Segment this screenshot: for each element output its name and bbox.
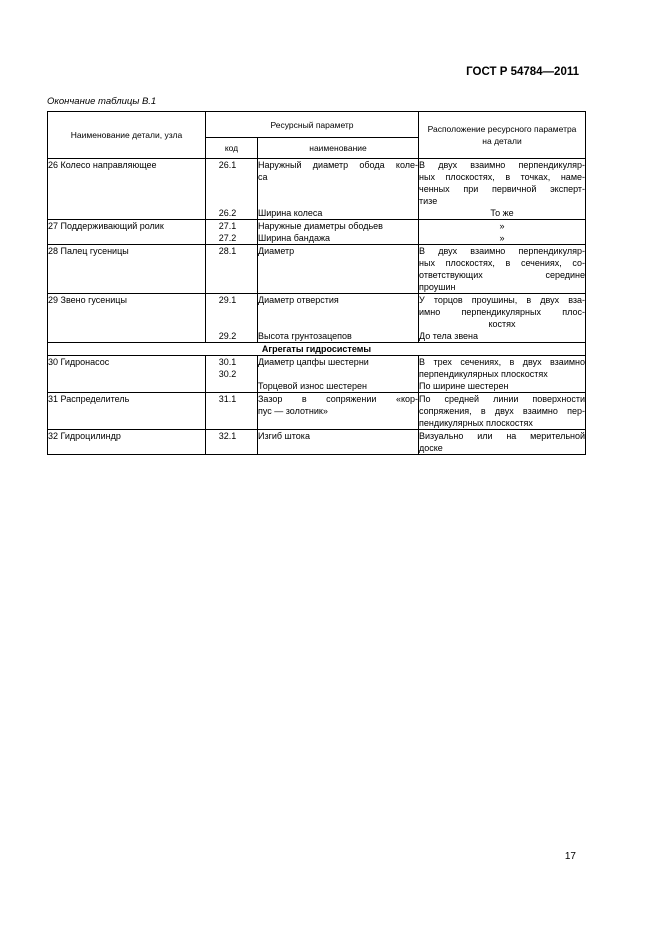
part-name: 26 Колесо направляющее [48, 159, 206, 220]
parameter-name: Наружные диаметры ободьев [258, 221, 383, 231]
location-text: » [499, 221, 505, 231]
code-value: 26.1 [218, 160, 237, 170]
code-value: 31.1 [218, 394, 237, 404]
parameter-name: Ширина колеса [258, 208, 323, 218]
location-text: пендикулярных плоскостях [419, 418, 533, 428]
location-text: костях [488, 319, 516, 329]
location-text: имно перпендикулярных плос- [419, 307, 586, 317]
location-text: Визуально или на мерительной [419, 431, 586, 441]
code-cell [206, 220, 258, 245]
part-name: 27 Поддерживающий ролик [48, 220, 206, 245]
parameter-name: са [258, 172, 268, 182]
code-value: 28.1 [218, 246, 237, 256]
table-row [48, 430, 586, 455]
document-code: ГОСТ Р 54784—2011 [466, 66, 579, 78]
location-text: В двух взаимно перпендикуляр- [419, 246, 586, 256]
parameter-name-cell [258, 356, 419, 393]
code-value: 30.1 [218, 357, 237, 367]
header-parameter-name: наименование [258, 138, 419, 159]
parameter-name: Изгиб штока [258, 431, 310, 441]
parameter-name-cell [258, 430, 419, 455]
part-name: 28 Палец гусеницы [48, 245, 206, 294]
location-text: До тела звена [419, 331, 478, 341]
code-cell [206, 430, 258, 455]
parameter-name: Высота грунтозацепов [258, 331, 352, 341]
parameter-name: Зазор в сопряжении «кор- [258, 394, 419, 404]
location-text: ных плоскостях, в сечениях, со- [419, 258, 586, 268]
code-cell [206, 393, 258, 430]
location-text: По ширине шестерен [419, 381, 509, 391]
code-value: 30.2 [218, 369, 237, 379]
part-name: 32 Гидроцилиндр [48, 430, 206, 455]
section-title: Агрегаты гидросистемы [48, 343, 586, 356]
location-cell [419, 430, 586, 455]
location-cell [419, 245, 586, 294]
code-value: 29.1 [218, 295, 237, 305]
part-name: 29 Звено гусеницы [48, 294, 206, 343]
table-row [48, 159, 586, 220]
location-text: сопряжения, в двух взаимно пер- [419, 406, 586, 416]
location-text: перпендикулярных плоскостях [419, 369, 548, 379]
location-text: В двух взаимно перпендикуляр- [419, 160, 586, 170]
code-value: 27.1 [218, 221, 237, 231]
code-value: 29.2 [218, 331, 237, 341]
parameter-name-cell [258, 393, 419, 430]
location-word: середине [545, 270, 586, 280]
parameter-name-cell [258, 159, 419, 220]
location-cell [419, 159, 586, 220]
table-row [48, 294, 586, 343]
code-cell [206, 245, 258, 294]
location-text [419, 269, 585, 281]
table-caption: Окончание таблицы В.1 [47, 96, 157, 107]
parameter-name-cell [258, 294, 419, 343]
page-number: 17 [564, 851, 576, 862]
code-value: 26.2 [218, 208, 237, 218]
parameter-name-cell [258, 220, 419, 245]
header-location-line-2: на детали [482, 135, 522, 146]
parameter-name: Диаметр отверстия [258, 295, 339, 305]
location-text: ных плоскостях, в точках, наме- [419, 172, 586, 182]
parameter-name: Ширина бандажа [258, 233, 330, 243]
table-header-row-1 [48, 112, 586, 138]
parameter-name-cell [258, 245, 419, 294]
part-name: 30 Гидронасос [48, 356, 206, 393]
table-row [48, 356, 586, 393]
code-value: 32.1 [218, 431, 237, 441]
part-name: 31 Распределитель [48, 393, 206, 430]
location-cell [419, 294, 586, 343]
resource-parameters-table [47, 111, 586, 455]
location-text: По средней линии поверхности [419, 394, 586, 404]
header-parameter-location [419, 112, 586, 159]
parameter-name: Диаметр цапфы шестерни [258, 357, 369, 367]
code-value: 27.2 [218, 233, 237, 243]
location-text: В трех сечениях, в двух взаимно [419, 357, 586, 367]
code-cell [206, 159, 258, 220]
location-text: проушин [419, 282, 456, 292]
location-text: тизе [419, 196, 438, 206]
table-row [48, 393, 586, 430]
code-cell [206, 356, 258, 393]
location-text: доске [419, 443, 443, 453]
parameter-name: Наружный диаметр обода коле- [258, 160, 419, 170]
section-row [48, 343, 586, 356]
location-cell [419, 356, 586, 393]
location-text: ченных при первичной эксперт- [419, 184, 586, 194]
header-location-line-1: Расположение ресурсного параметра [427, 123, 577, 134]
location-text: У торцов проушины, в двух вза- [419, 295, 586, 305]
location-cell [419, 220, 586, 245]
location-text: То же [490, 208, 514, 218]
header-code: код [206, 138, 258, 159]
location-cell [419, 393, 586, 430]
table-row [48, 220, 586, 245]
location-word: ответствующих [419, 270, 483, 280]
location-text: » [499, 233, 505, 243]
parameter-name: пус — золотник» [258, 406, 328, 416]
header-part-name: Наименование детали, узла [48, 112, 206, 159]
parameter-name: Диаметр [258, 246, 295, 256]
code-cell [206, 294, 258, 343]
parameter-name: Торцевой износ шестерен [258, 381, 367, 391]
table-row [48, 245, 586, 294]
header-resource-parameter: Ресурсный параметр [206, 112, 419, 138]
